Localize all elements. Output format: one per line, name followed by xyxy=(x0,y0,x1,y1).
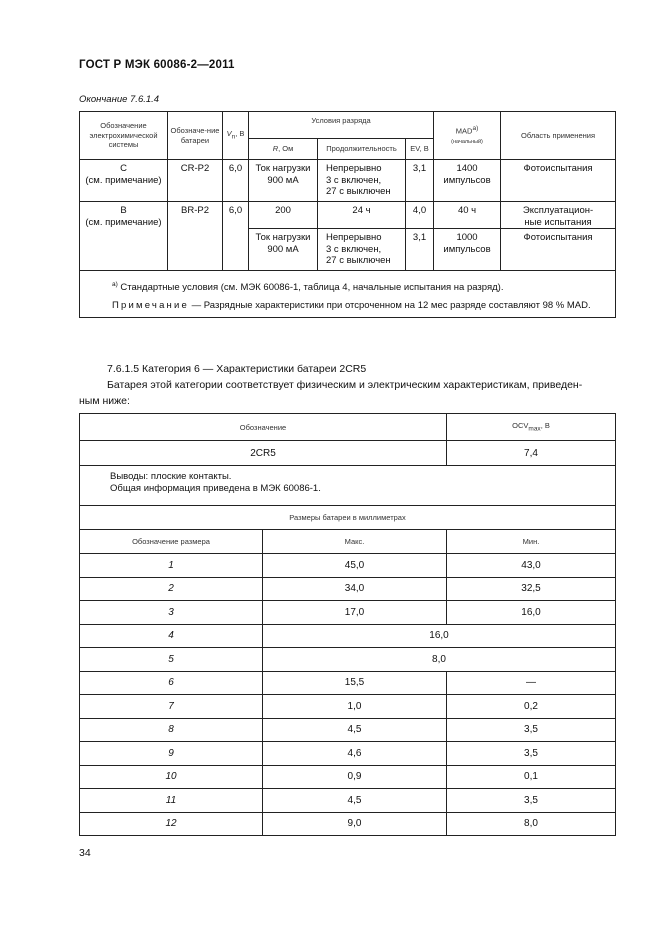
application-cell: Эксплуатацион- ные испытания xyxy=(501,202,616,229)
header-min: Мин. xyxy=(447,530,616,554)
table-row xyxy=(80,812,616,836)
system-cell: B (см. примечание) xyxy=(80,202,168,271)
size-designation-cell: 12 xyxy=(80,812,263,836)
header-size-designation: Обозначение размера xyxy=(80,530,263,554)
size-designation-cell: 9 xyxy=(80,742,263,766)
header-ocv: $OCV_{max}$, В xyxy=(447,414,616,441)
footnote: $^{а)}$ Стандартные условия (см. МЭК 60086-1, таблица 4, начальные испытания на разряд). xyxy=(80,271,616,294)
mad-cell: 1000 импульсов xyxy=(434,229,501,271)
min-cell: 3,5 xyxy=(447,742,616,766)
paragraph-line: ным ниже: xyxy=(79,395,130,407)
table-row xyxy=(80,718,616,742)
table-row xyxy=(80,695,616,719)
min-cell: 0,1 xyxy=(447,765,616,789)
table-row xyxy=(80,601,616,625)
min-cell: — xyxy=(447,671,616,695)
header-vn: $V_n$, В xyxy=(223,112,249,160)
application-cell: Фотоиспытания xyxy=(501,160,616,202)
max-cell: 45,0 xyxy=(263,554,447,578)
min-cell: 16,0 xyxy=(447,601,616,625)
header-mad: MAD$^{a)}$ (начальный) xyxy=(434,112,501,160)
ev-cell: 3,1 xyxy=(406,160,434,202)
max-cell: 34,0 xyxy=(263,577,447,601)
min-cell: 43,0 xyxy=(447,554,616,578)
max-cell: 4,5 xyxy=(263,718,447,742)
size-designation-cell: 1 xyxy=(80,554,263,578)
max-cell: 4,5 xyxy=(263,789,447,813)
size-designation-cell: 4 xyxy=(80,624,263,648)
system-cell: C (см. примечание) xyxy=(80,160,168,202)
terminals-info: Выводы: плоские контакты. Общая информация приведена в МЭК 60086-1. xyxy=(80,466,616,506)
r-cell: Ток нагрузки 900 мА xyxy=(249,229,318,271)
size-designation-cell: 10 xyxy=(80,765,263,789)
size-designation-cell: 11 xyxy=(80,789,263,813)
header-duration: Продолжительность xyxy=(318,139,406,160)
application-cell: Фотоиспытания xyxy=(501,229,616,271)
r-cell: 200 xyxy=(249,202,318,229)
duration-cell: 24 ч xyxy=(318,202,406,229)
max-cell: 17,0 xyxy=(263,601,447,625)
ev-cell: 3,1 xyxy=(406,229,434,271)
max-cell: 0,9 xyxy=(263,765,447,789)
mad-cell: 1400 импульсов xyxy=(434,160,501,202)
table-row xyxy=(80,671,616,695)
table-caption: Окончание 7.6.1.4 xyxy=(79,94,160,105)
battery-cell: CR-P2 xyxy=(168,160,223,202)
r-cell: Ток нагрузки 900 мА xyxy=(249,160,318,202)
header-r: R, Ом xyxy=(249,139,318,160)
ev-cell: 4,0 xyxy=(406,202,434,229)
table-note: Примечание — Разрядные характеристики при отсроченном на 12 мес разряде составляют 98 % MAD. xyxy=(80,294,616,318)
size-designation-cell: 5 xyxy=(80,648,263,672)
size-designation-cell: 8 xyxy=(80,718,263,742)
max-cell: 15,5 xyxy=(263,671,447,695)
document-header: ГОСТ Р МЭК 60086-2—2011 xyxy=(79,59,235,71)
table-row xyxy=(80,624,616,648)
max-cell: 9,0 xyxy=(263,812,447,836)
page-number: 34 xyxy=(79,847,91,859)
header-battery: Обозначе-ние батареи xyxy=(168,112,223,160)
discharge-table xyxy=(79,111,616,318)
dimensions-table xyxy=(79,413,616,836)
header-ev: EV, В xyxy=(406,139,434,160)
header-application: Область применения xyxy=(501,112,616,160)
section-title: 7.6.1.5 Категория 6 — Характеристики батареи 2CR5 xyxy=(107,363,367,375)
table-row xyxy=(80,742,616,766)
table-row xyxy=(80,648,616,672)
min-cell: 0,2 xyxy=(447,695,616,719)
header-max: Макс. xyxy=(263,530,447,554)
table-row xyxy=(80,577,616,601)
ocv-value: 7,4 xyxy=(447,441,616,466)
table-row xyxy=(80,160,616,202)
min-cell: 8,0 xyxy=(447,812,616,836)
min-cell: 3,5 xyxy=(447,718,616,742)
table-row xyxy=(80,789,616,813)
paragraph-line: Батарея этой категории соответствует физическим и электрическим характеристикам, приведен- xyxy=(107,379,583,391)
vn-cell: 6,0 xyxy=(223,160,249,202)
header-system: Обозначение электрохимической системы xyxy=(80,112,168,160)
table-row xyxy=(80,554,616,578)
battery-cell: BR-P2 xyxy=(168,202,223,271)
max-cell: 4,6 xyxy=(263,742,447,766)
min-cell: 3,5 xyxy=(447,789,616,813)
vn-cell: 6,0 xyxy=(223,202,249,271)
merged-value-cell: 8,0 xyxy=(263,648,616,672)
table-row xyxy=(80,765,616,789)
duration-cell: Непрерывно 3 с включен, 27 с выключен xyxy=(318,229,406,271)
duration-cell: Непрерывно 3 с включен, 27 с выключен xyxy=(318,160,406,202)
header-designation: Обозначение xyxy=(80,414,447,441)
size-designation-cell: 7 xyxy=(80,695,263,719)
min-cell: 32,5 xyxy=(447,577,616,601)
size-designation-cell: 2 xyxy=(80,577,263,601)
designation-value: 2CR5 xyxy=(80,441,447,466)
size-designation-cell: 6 xyxy=(80,671,263,695)
mad-cell: 40 ч xyxy=(434,202,501,229)
max-cell: 1,0 xyxy=(263,695,447,719)
table-row xyxy=(80,202,616,229)
header-discharge-conditions: Условия разряда xyxy=(249,112,434,139)
dimensions-title: Размеры батареи в миллиметрах xyxy=(80,506,616,530)
size-designation-cell: 3 xyxy=(80,601,263,625)
merged-value-cell: 16,0 xyxy=(263,624,616,648)
